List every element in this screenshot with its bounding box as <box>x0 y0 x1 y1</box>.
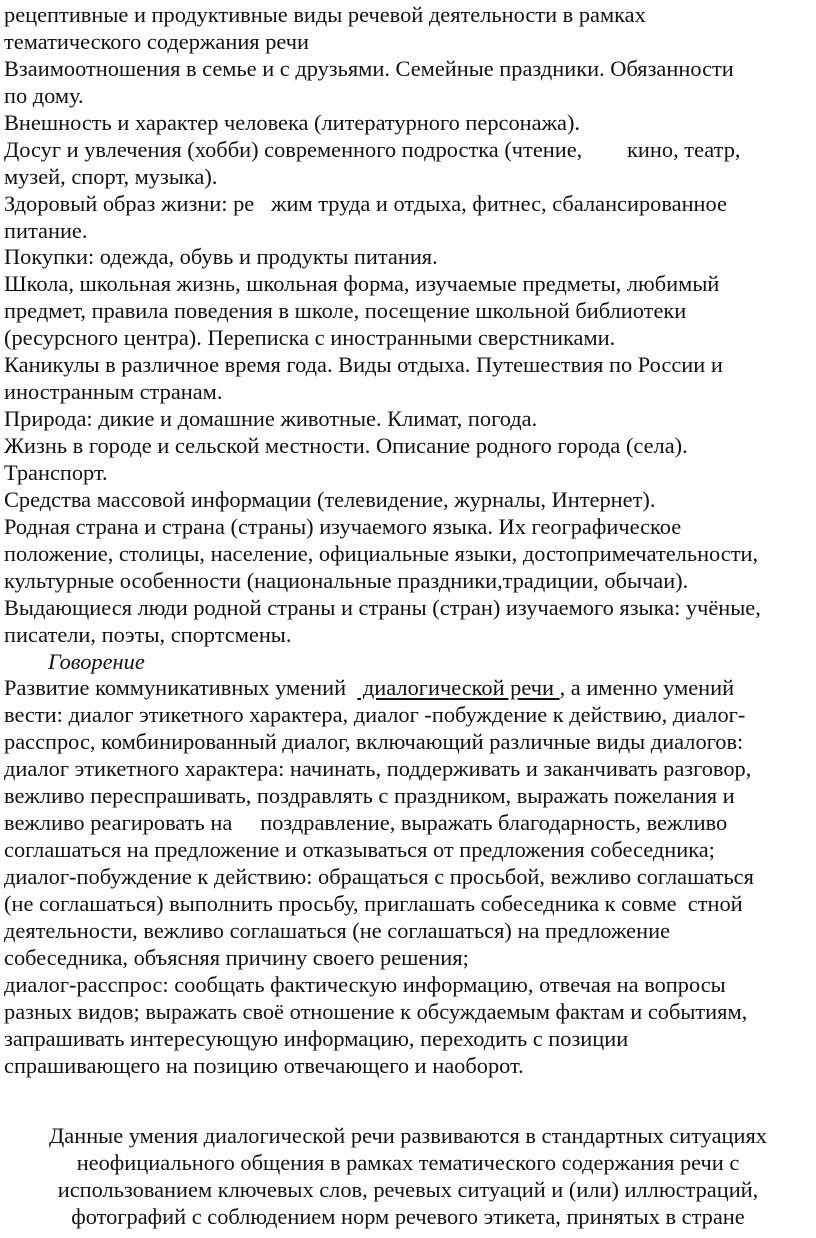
text-line: Транспорт. <box>4 459 108 485</box>
text-line: Покупки: одежда, обувь и продукты питания. <box>4 244 438 270</box>
text-line: спрашивающего на позицию отвечающего и наоборот. <box>4 1052 524 1078</box>
text-line: диалог-побуждение к действию: обращаться с просьбой, вежливо соглашаться <box>4 864 754 889</box>
underlined-term: диалогической речи <box>357 675 560 701</box>
centered-line: Данные умения диалогической речи развиваются в стандартных ситуациях <box>49 1123 767 1148</box>
text-line: запрашивать интересующую информацию, переходить с позиции <box>4 1025 629 1051</box>
text-line: Внешность и характер человека (литературного персонажа). <box>4 109 581 135</box>
centered-line: фотографий с соблюдением норм речевого этикета, принятых в стране <box>71 1204 745 1229</box>
text-line: разных видов; выражать своё отношение к обсуждаемым фактам и событиям, <box>4 998 748 1024</box>
text-line: музей, спорт, музыка). <box>4 163 218 189</box>
text-line: предмет, правила поведения в школе, посещение школьной библиотеки <box>4 298 687 324</box>
document-body <box>4 2 816 1080</box>
text-line: (не соглашаться) выполнить просьбу, приглашать собеседника к совме стной <box>4 890 743 916</box>
text-line: иностранным странам. <box>4 379 223 405</box>
text-line: Жизнь в городе и сельской местности. Описание родного города (села). <box>4 433 688 458</box>
text-line: Природа: дикие и домашние животные. Климат, погода. <box>4 406 538 432</box>
text-line: Школа, школьная жизнь, школьная форма, изучаемые предметы, любимый <box>4 271 720 297</box>
dialog-intro-line <box>4 675 816 702</box>
text-line: рецептивные и продуктивные виды речевой деятельности в рамках <box>4 2 646 27</box>
text-line: соглашаться на предложение и отказываться от предложения собеседника; <box>4 837 715 863</box>
text-line: по дому. <box>4 82 84 108</box>
text-line: собеседника, объясняя причину своего решения; <box>4 944 469 970</box>
text-line: (ресурсного центра). Переписка с иностранными сверстниками. <box>4 325 616 351</box>
text-line: питание. <box>4 217 88 243</box>
text-line: Родная страна и страна (страны) изучаемого языка. Их географическое <box>4 513 682 539</box>
dialog-intro-suffix: , а именно умений <box>559 675 735 701</box>
centered-line: использованием ключевых слов, речевых ситуаций и (или) иллюстраций, <box>57 1177 759 1202</box>
text-line: диалог этикетного характера: начинать, поддерживать и заканчивать разговор, <box>4 756 752 782</box>
text-line: Каникулы в различное время года. Виды отдыха. Путешествия по России и <box>4 352 723 378</box>
text-line: Досуг и увлечения (хобби) современного подростка (чтение, кино, театр, <box>4 136 741 162</box>
text-line: культурные особенности (национальные праздники,традиции, обычаи). <box>4 567 689 593</box>
text-line: расспрос, комбинированный диалог, включающий различные виды диалогов: <box>4 729 744 755</box>
text-line: писатели, поэты, спортсмены. <box>4 621 292 647</box>
text-line: положение, столицы, население, официальные языки, достопримечательности, <box>4 540 759 566</box>
text-line: Здоровый образ жизни: ре жим труда и отдыха, фитнес, сбалансированное <box>4 190 727 216</box>
text-line: вежливо реагировать на поздравление, выражать благодарность, вежливо <box>4 810 728 836</box>
text-line: Выдающиеся люди родной страны и страны (стран) изучаемого языка: учёные, <box>4 594 761 620</box>
text-line: Средства массовой информации (телевидение, журналы, Интернет). <box>4 486 656 512</box>
text-line: Взаимоотношения в семье и с друзьями. Семейные праздники. Обязанности <box>4 55 734 81</box>
text-line: тематического содержания речи <box>4 28 310 54</box>
text-line: вести: диалог этикетного характера, диалог -побуждение к действию, диалог- <box>4 702 746 728</box>
section-heading: Говорение <box>48 648 145 674</box>
text-line: вежливо переспрашивать, поздравлять с праздником, выражать пожелания и <box>4 783 735 809</box>
dialog-intro-prefix: Развитие коммуникативных умений <box>4 675 358 701</box>
text-line: деятельности, вежливо соглашаться (не соглашаться) на предложение <box>4 917 671 943</box>
text-line: диалог-расспрос: сообщать фактическую информацию, отвечая на вопросы <box>4 971 726 997</box>
centered-line: неофициального общения в рамках тематического содержания речи с <box>76 1150 740 1175</box>
